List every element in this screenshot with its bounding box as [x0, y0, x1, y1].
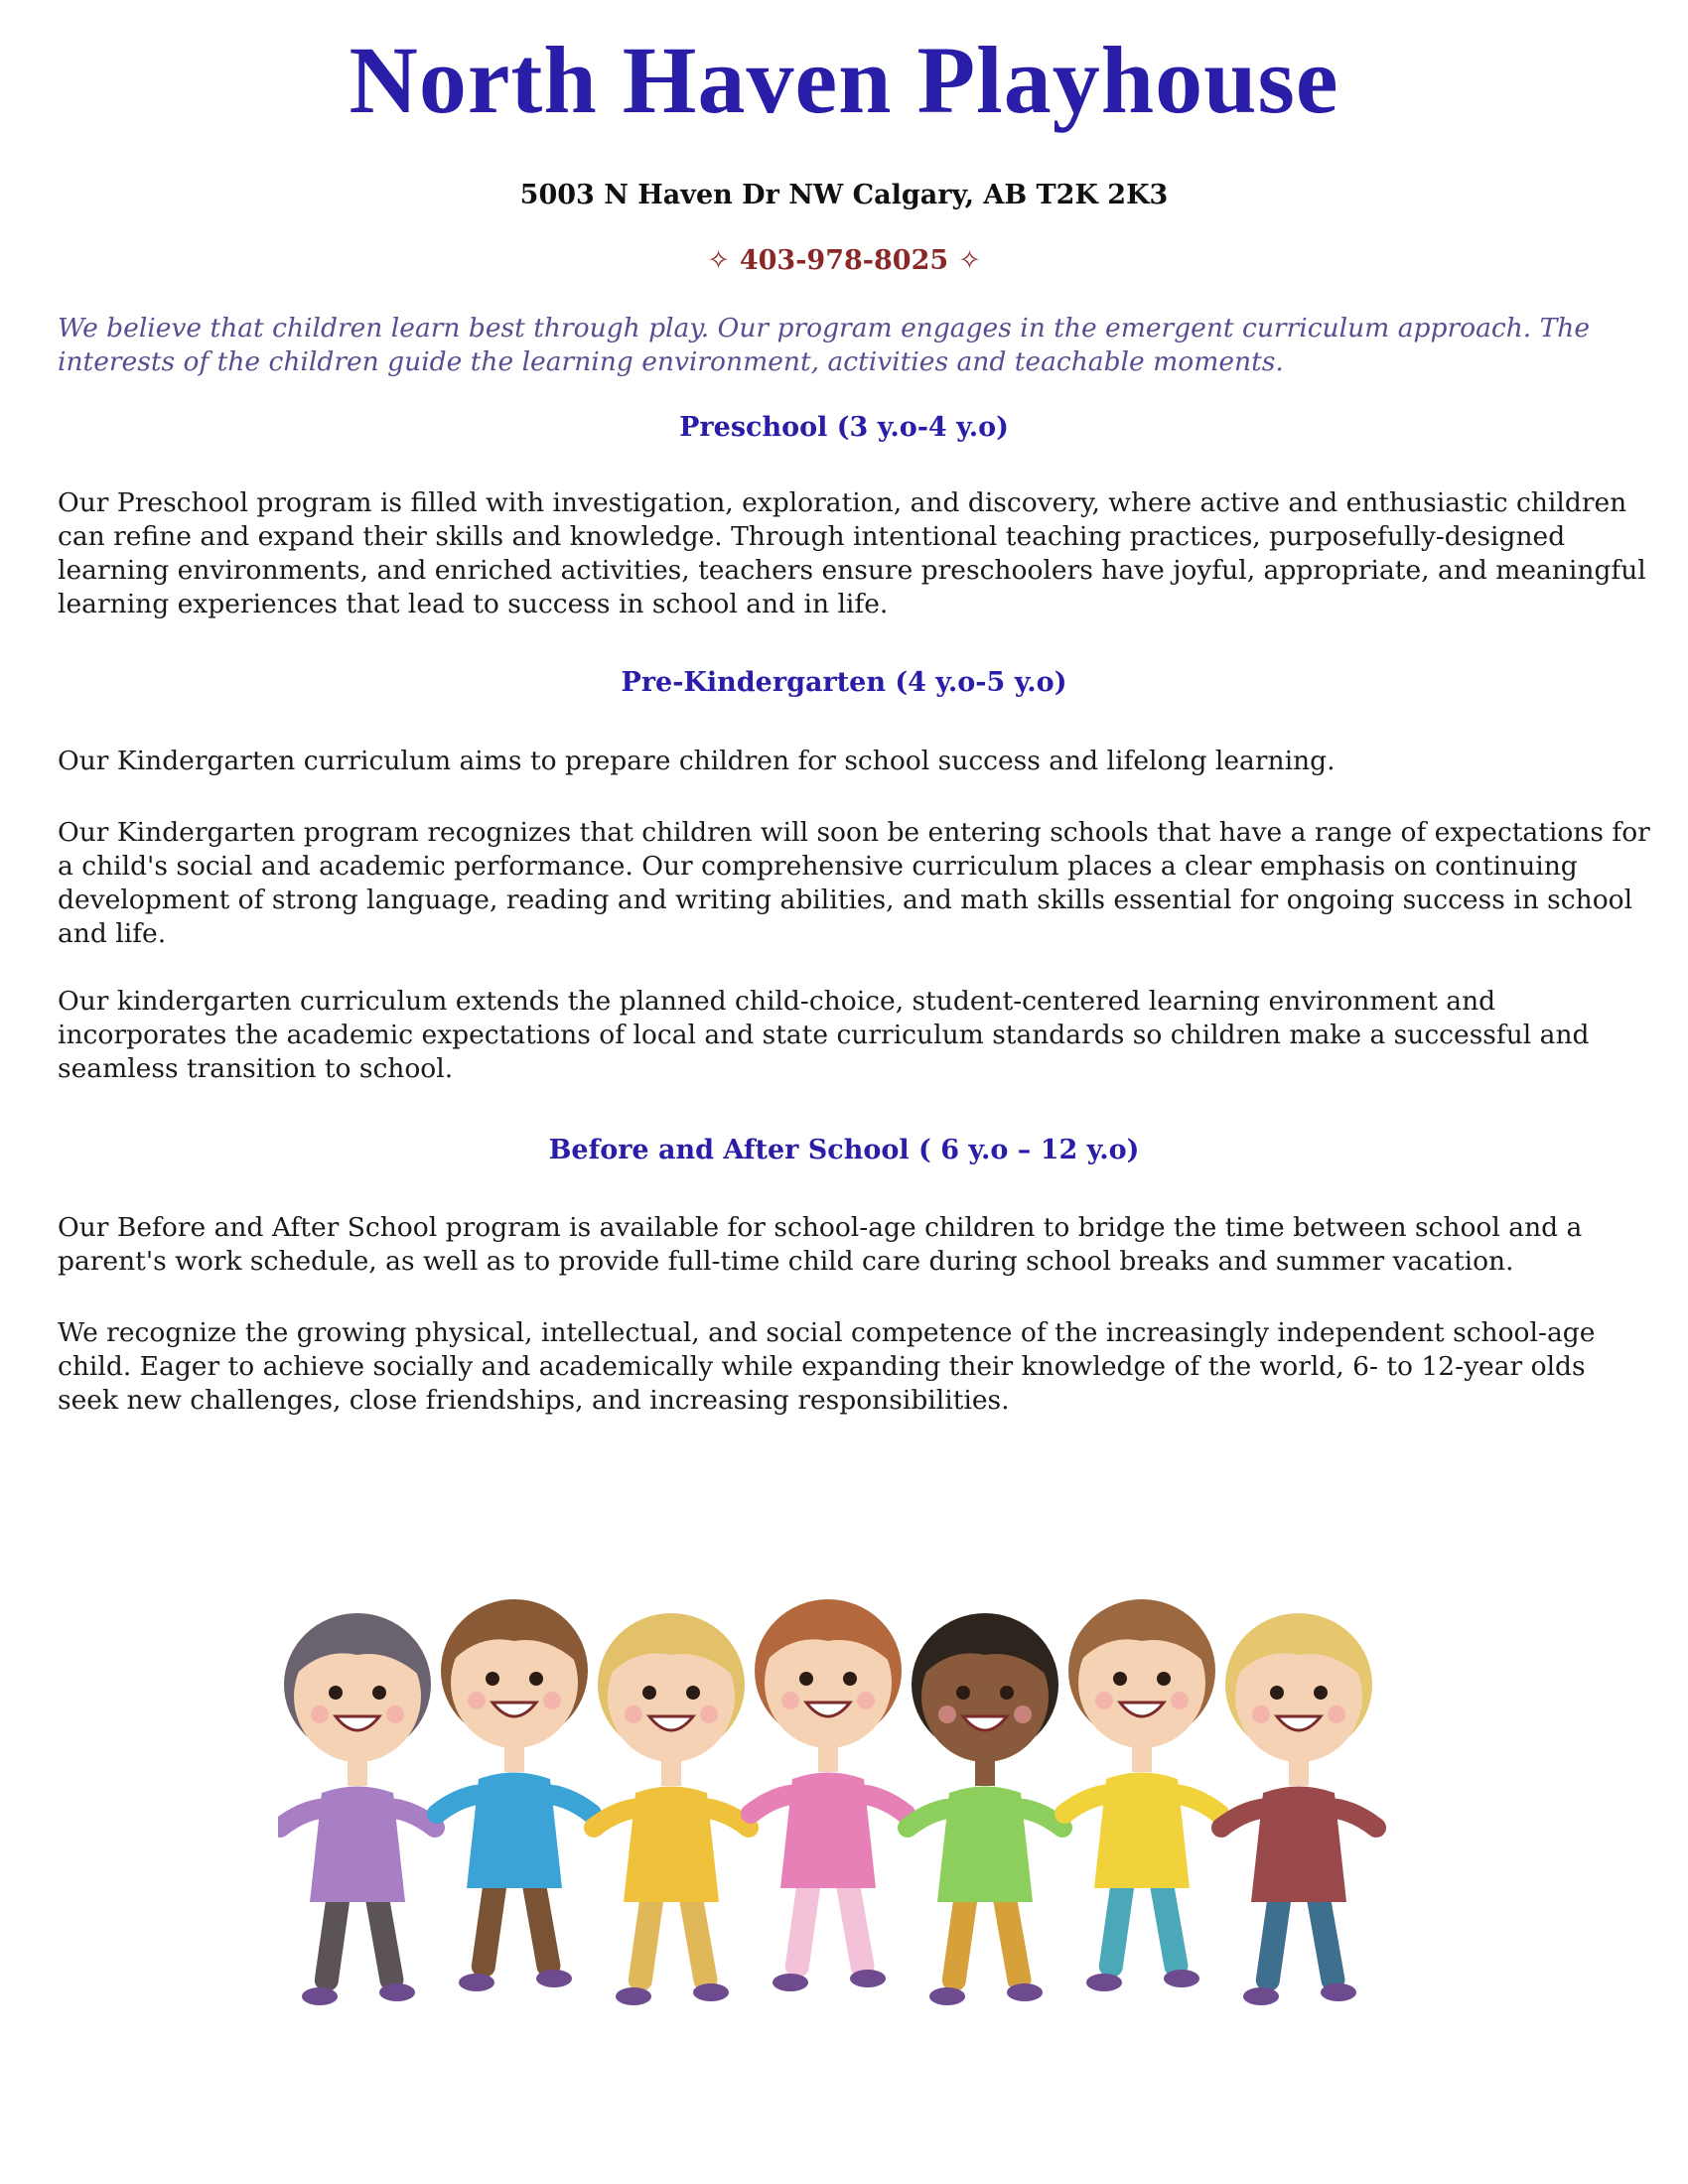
child-figure [280, 1613, 435, 2005]
children-illustration [278, 1588, 1410, 2025]
child-figure [1064, 1599, 1219, 1991]
address: 5003 N Haven Dr NW Calgary, AB T2K 2K3 [519, 180, 1169, 210]
pre-kindergarten-paragraph-1: Our Kindergarten curriculum aims to prepare children for school success and lifelong learning. [58, 746, 1336, 776]
tagline: We believe that children learn best through play. Our program engages in the emergent curriculum approach. The interests of the children guide the learning environment, activities and teachable moments. [58, 313, 1591, 377]
child-figure [751, 1599, 906, 1991]
page-title: North Haven Playhouse [349, 27, 1339, 133]
pre-kindergarten-paragraph-3: Our kindergarten curriculum extends the planned child-choice, student-centered learning environment and incorporates the academic expectations of local and state curriculum standards so children make a successful and seamless transition to school. [58, 986, 1590, 1084]
sparkle-icon: ✧ [958, 245, 981, 276]
section-heading-before-after-school: Before and After School ( 6 y.o – 12 y.o) [548, 1135, 1140, 1165]
before-after-school-paragraph-1: Our Before and After School program is available for school-age children to bridge the time between school and a parent's work schedule, as well as to provide full-time child care during school breaks and summer vacation. [58, 1212, 1583, 1277]
child-figure [1221, 1613, 1376, 2005]
phone-number: 403-978-8025 [739, 245, 949, 276]
child-figure [437, 1599, 592, 1991]
phone-line [0, 244, 1688, 278]
section-heading-preschool: Preschool (3 y.o-4 y.o) [679, 412, 1009, 443]
pre-kindergarten-paragraph-2: Our Kindergarten program recognizes that children will soon be entering schools that have a range of expectations for a child's social and academic performance. Our comprehensive curriculum places a clear emphasis on continuing development of strong language, reading and writing abilities, and math skills essential for ongoing success in school and life. [58, 817, 1650, 949]
sparkle-icon: ✧ [707, 245, 730, 276]
preschool-paragraph: Our Preschool program is filled with investigation, exploration, and discovery, where active and enthusiastic children can refine and expand their skills and knowledge. Through intentional teaching practices, purposefully-designed learning environments, and enriched activities, teachers ensure preschoolers have joyful, appropriate, and meaningful learning experiences that lead to success in school and in life. [58, 487, 1646, 619]
section-heading-pre-kindergarten: Pre-Kindergarten (4 y.o-5 y.o) [621, 667, 1067, 698]
child-figure [594, 1613, 749, 2005]
before-after-school-paragraph-2: We recognize the growing physical, intellectual, and social competence of the increasingly independent school-age child. Eager to achieve socially and academically while expanding their knowledge of the world, 6- to 12-year olds seek new challenges, close friendships, and increasing responsibilities. [58, 1317, 1596, 1416]
child-figure [908, 1613, 1062, 2005]
